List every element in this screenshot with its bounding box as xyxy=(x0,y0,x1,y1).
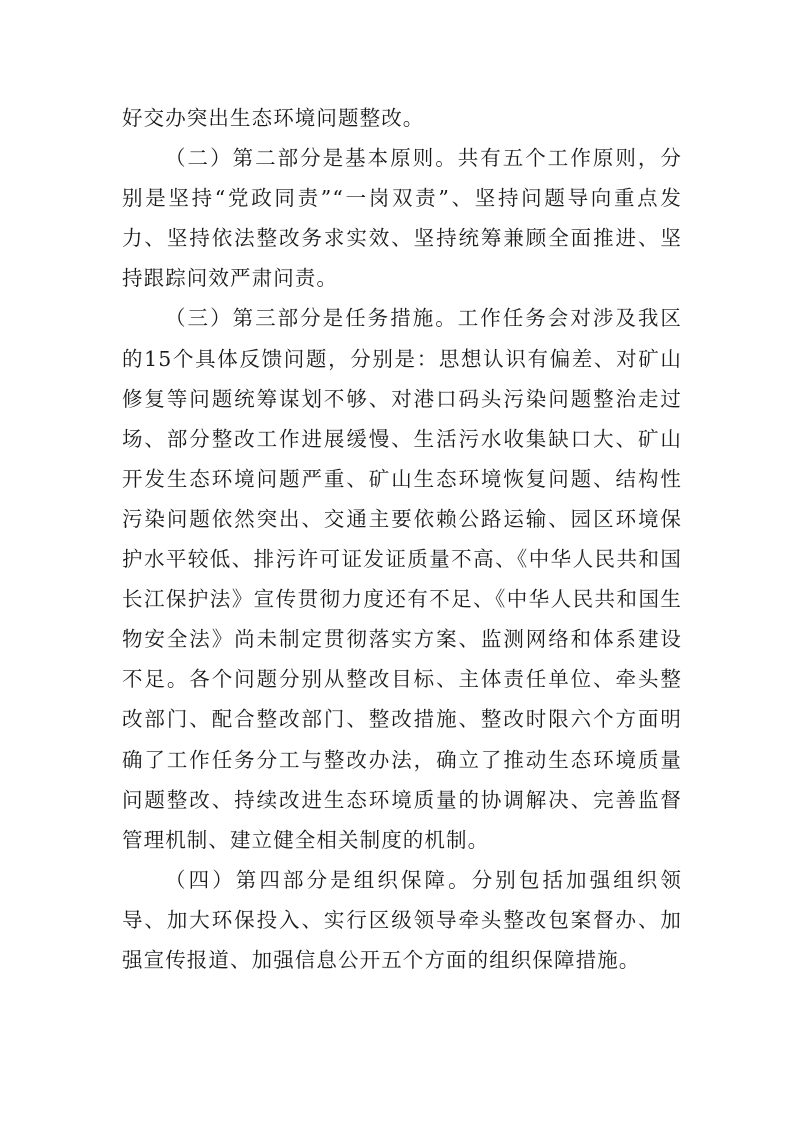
paragraph-basic-principles: （二）第二部分是基本原则。共有五个工作原则，分别是坚持“党政同责”“一岗双责”、坚持问题导向重点发力、坚持依法整改务求实效、坚持统筹兼顾全面推进、坚持跟踪问效严肃问责。 xyxy=(122,146,682,291)
document-body xyxy=(122,98,682,980)
paragraph-task-measures: （三）第三部分是任务措施。工作任务会对涉及我区的15个具体反馈问题，分别是：思想认识有偏差、对矿山修复等问题统筹谋划不够、对港口码头污染问题整治走过场、部分整改工作进展缓慢、生活污水收集缺口大、矿山开发生态环境问题严重、矿山生态环境恢复问题、结构性污染问题依然突出、交通主要依赖公路运输、园区环境保护水平较低、排污许可证发证质量不高、《中华人民共和国长江保护法》宣传贯彻力度还有不足、《中华人民共和国生物安全法》尚未制定贯彻落实方案、监测网络和体系建设不足。各个问题分别从整改目标、主体责任单位、牵头整改部门、配合整改部门、整改措施、整改时限六个方面明确了工作任务分工与整改办法，确立了推动生态环境质量问题整改、持续改进生态环境质量的协调解决、完善监督管理机制、建立健全相关制度的机制。 xyxy=(122,306,682,852)
paragraph-organizational-guarantee: （四）第四部分是组织保障。分别包括加强组织领导、加大环保投入、实行区级领导牵头整改包案督办、加强宣传报道、加强信息公开五个方面的组织保障措施。 xyxy=(122,867,682,972)
paragraph-continuation: 好交办突出生态环境问题整改。 xyxy=(122,106,425,130)
